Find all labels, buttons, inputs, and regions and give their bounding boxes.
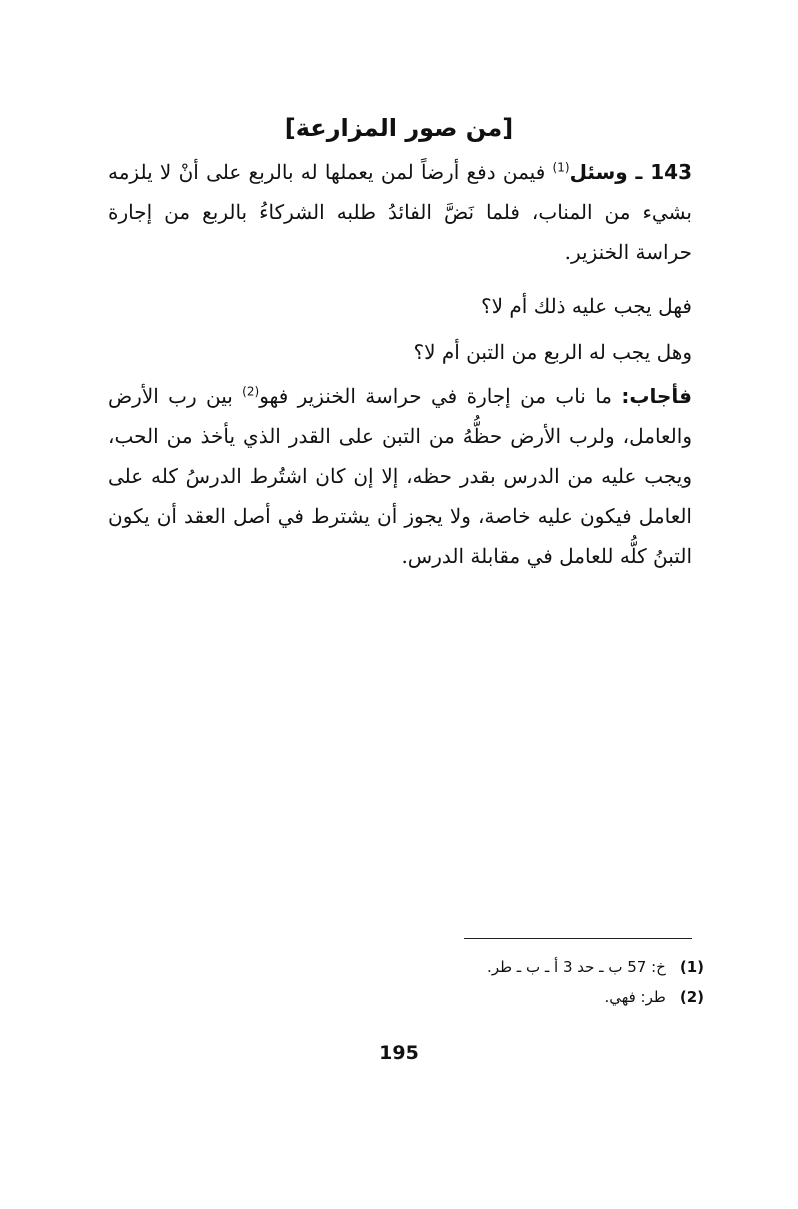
answer-label: فأجاب:	[621, 384, 693, 408]
answer-text-part2: بين رب الأرض والعامل، ولرب الأرض حظُّهُ من التبن على القدر الذي يأخذ من الحب، ويجب عليه من الدرس بقدر حظه، إلا إن كان اشتُرط الدرسُ كله على العامل فيكون عليه خاصة، ولا يجوز أن يشترط في أصل العقد أن يكون التبنُ كلُّه للعامل في مقابلة الدرس.	[108, 384, 692, 568]
page-number: 195	[379, 1042, 419, 1064]
footnote-ref-2[interactable]: (2)	[242, 384, 260, 399]
question-text: فيمن دفع أرضاً لمن يعملها له بالربع على أنْ لا يلزمه بشيء من المناب، فلما نَضَّ الفائدُ طلبه الشركاءُ بالربع من إجارة حراسة الخنزير.	[108, 160, 692, 264]
footnote-2	[108, 982, 704, 1012]
footnote-number: (2)	[679, 988, 704, 1006]
sub-question-2: وهل يجب له الربع من التبن أم لا؟	[413, 340, 692, 364]
footnote-text: طر: فهي.	[604, 988, 666, 1006]
section-heading: [من صور المزارعة]	[284, 114, 514, 142]
footnotes	[108, 952, 704, 1012]
question-paragraph	[108, 152, 692, 272]
sub-question-1: فهل يجب عليه ذلك أم لا؟	[481, 294, 692, 318]
body-text	[108, 152, 692, 576]
footnote-1	[108, 952, 704, 982]
answer-text-part1: ما ناب من إجارة في حراسة الخنزير فهو	[259, 384, 613, 408]
footnote-divider	[464, 938, 692, 939]
footnote-ref-1[interactable]: (1)	[552, 160, 570, 175]
answer-paragraph	[108, 376, 692, 576]
footnote-number: (1)	[679, 958, 704, 976]
question-number-label: 143 ـ وسئل	[569, 160, 692, 184]
footnote-text: خ: 57 ب ـ حد 3 أ ـ ب ـ طر.	[487, 958, 666, 976]
